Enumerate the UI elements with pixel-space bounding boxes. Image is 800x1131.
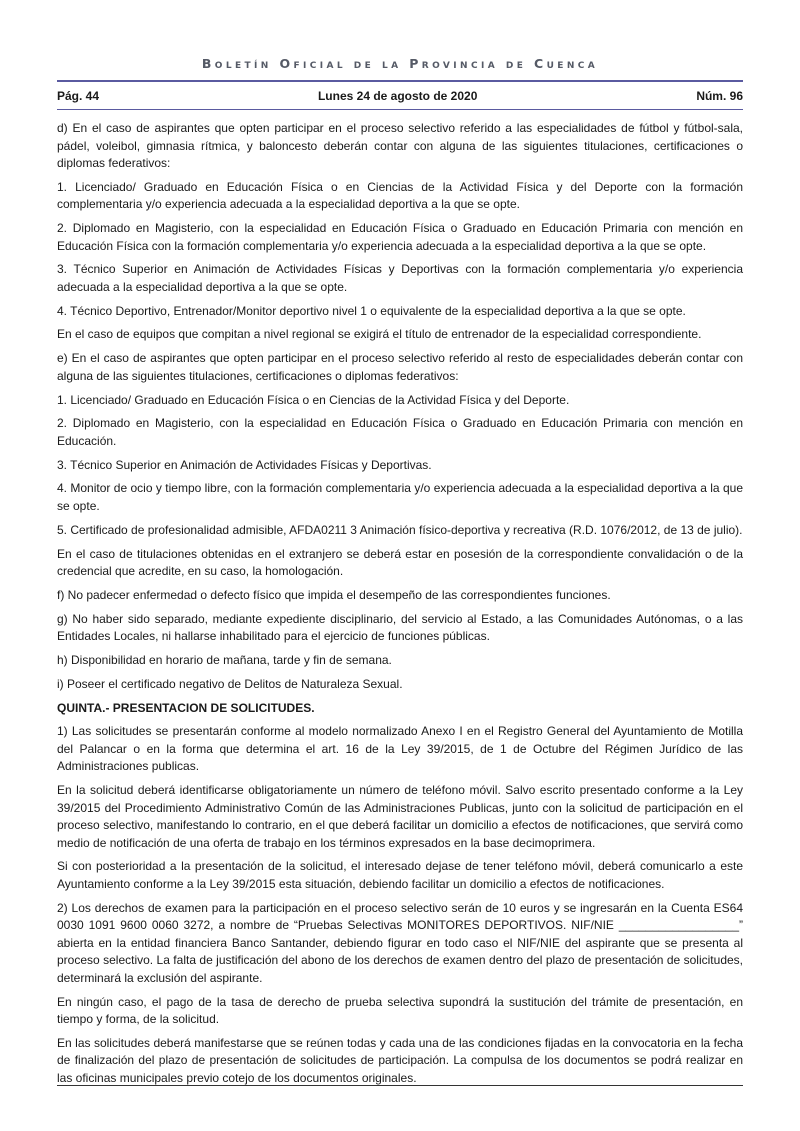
body-paragraph: 4. Monitor de ocio y tiempo libre, con la formación complementaria y/o experiencia adecuada a la especialidad deportiva a la que se opte. — [57, 481, 743, 513]
body-paragraph: Si con posterioridad a la presentación de la solicitud, el interesado dejase de tener teléfono móvil, deberá comunicarlo a este Ayuntamiento conforme a la Ley 39/2015 esta situación, debiendo facilitar un domicilio a efectos de notificaciones. — [57, 859, 743, 891]
document-body — [57, 120, 743, 1094]
masthead-rule — [57, 80, 743, 82]
body-paragraph: En ningún caso, el pago de la tasa de derecho de prueba selectiva supondrá la sustitución del trámite de presentación, en tiempo y forma, de la solicitud. — [57, 994, 743, 1027]
page-number: Pág. 44 — [57, 89, 100, 103]
body-paragraph: 5. Certificado de profesionalidad admisible, AFDA0211 3 Animación físico-deportiva y recreativa (R.D. 1076/2012, de 13 de julio). — [57, 522, 743, 537]
issue-number: Núm. 96 — [696, 89, 743, 103]
body-paragraph: En las solicitudes deberá manifestarse que se reúnen todas y cada una de las condiciones fijadas en la convocatoria en la fecha de finalización del plazo de presentación de solicitudes de participación. La compulsa de los documentos se podrá realizar en las oficinas municipales previo cotejo de los documentos originales. — [57, 1035, 743, 1085]
footer-rule — [57, 1085, 743, 1086]
body-paragraph: 1. Licenciado/ Graduado en Educación Física o en Ciencias de la Actividad Física y del Deporte con la formación complementaria y/o experiencia adecuada a la especialidad deportiva a la que se opte. — [57, 179, 743, 212]
body-paragraph: 4. Técnico Deportivo, Entrenador/Monitor deportivo nivel 1 o equivalente de la especialidad deportiva a la que se opte. — [57, 303, 686, 318]
body-paragraph: f) No padecer enfermedad o defecto físico que impida el desempeño de las correspondientes funciones. — [57, 587, 611, 602]
page-header — [57, 89, 743, 103]
body-paragraph: e) En el caso de aspirantes que opten participar en el proceso selectivo referido al resto de especialidades deberán contar con alguna de las siguientes titulaciones, certificaciones o diplomas federativos: — [57, 351, 743, 383]
body-paragraph: h) Disponibilidad en horario de mañana, tarde y fin de semana. — [57, 652, 392, 667]
body-paragraph: 1) Las solicitudes se presentarán conforme al modelo normalizado Anexo I en el Registro General del Ayuntamiento de Motilla del Palancar o en la forma que determina el art. 16 de la Ley 39/2015, de 1 de Octubre del Régimen Jurídico de las Administraciones publicas. — [57, 724, 743, 774]
body-paragraph: 1. Licenciado/ Graduado en Educación Física o en Ciencias de la Actividad Física y del Deporte. — [57, 392, 570, 407]
body-paragraph: i) Poseer el certificado negativo de Delitos de Naturaleza Sexual. — [57, 676, 403, 691]
header-rule — [57, 109, 743, 110]
body-paragraph: g) No haber sido separado, mediante expediente disciplinario, del servicio al Estado, a las Comunidades Autónomas, o a las Entidades Locales, ni hallarse inhabilitado para el ejercicio de funciones públicas. — [57, 611, 743, 644]
body-paragraph: 2) Los derechos de examen para la participación en el proceso selectivo serán de 10 euros y se ingresarán en la Cuenta ES64 0030 1091 9600 0060 3272, a nombre de “Pruebas Selectivas MONITORES DEPORTIVOS. NIF/NIE __________________” abierta en la entidad financiera Banco Santander, debiendo figurar en todo caso el NIF/NIE del aspirante que se presenta al proceso selectivo. La falta de justificación del abono de los derechos de examen dentro del plazo de presentación de solicitudes, determinará la exclusión del aspirante. — [57, 900, 743, 985]
body-paragraph: En el caso de equipos que compitan a nivel regional se exigirá el título de entrenador de la especialidad correspondiente. — [57, 327, 702, 342]
issue-date: Lunes 24 de agosto de 2020 — [317, 89, 478, 103]
body-paragraph: En la solicitud deberá identificarse obligatoriamente un número de teléfono móvil. Salvo escrito presentado conforme a la Ley 39/2015 del Procedimiento Administrativo Común de las Administraciones Publicas, junto con la solicitud de participación en el proceso selectivo, manifestando lo contrario, en el que deberá facilitar un domicilio a efectos de notificaciones, que servirá como medio de notificación de una oferta de trabajo en los términos expresados en la base decimoprimera. — [57, 783, 743, 850]
body-paragraph: 3. Técnico Superior en Animación de Actividades Físicas y Deportivas con la formación complementaria y/o experiencia adecuada a la especialidad deportiva a la que se opte. — [57, 262, 743, 294]
body-paragraph: En el caso de titulaciones obtenidas en el extranjero se deberá estar en posesión de la correspondiente convalidación o de la credencial que acredite, en su caso, la homologación. — [57, 546, 743, 579]
body-paragraph: 2. Diplomado en Magisterio, con la especialidad en Educación Física o Graduado en Educación Primaria con mención en Educación. — [57, 416, 743, 448]
section-heading: QUINTA.- PRESENTACION DE SOLICITUDES. — [57, 700, 315, 715]
body-paragraph: 3. Técnico Superior en Animación de Actividades Físicas y Deportivas. — [57, 457, 432, 472]
gazette-masthead: Boletín Oficial de la Provincia de Cuenca — [201, 56, 599, 71]
body-paragraph: 2. Diplomado en Magisterio, con la especialidad en Educación Física o Graduado en Educación Primaria con mención en Educación Física con la formación complementaria y/o experiencia adecuada a la especialidad deportiva a la que se opte. — [57, 221, 743, 253]
body-paragraph: d) En el caso de aspirantes que opten participar en el proceso selectivo referido a las especialidades de fútbol y fútbol-sala, pádel, voleibol, gimnasia rítmica, y baloncesto deberán contar con alguna de las siguientes titulaciones, certificaciones o diplomas federativos: — [57, 121, 743, 170]
